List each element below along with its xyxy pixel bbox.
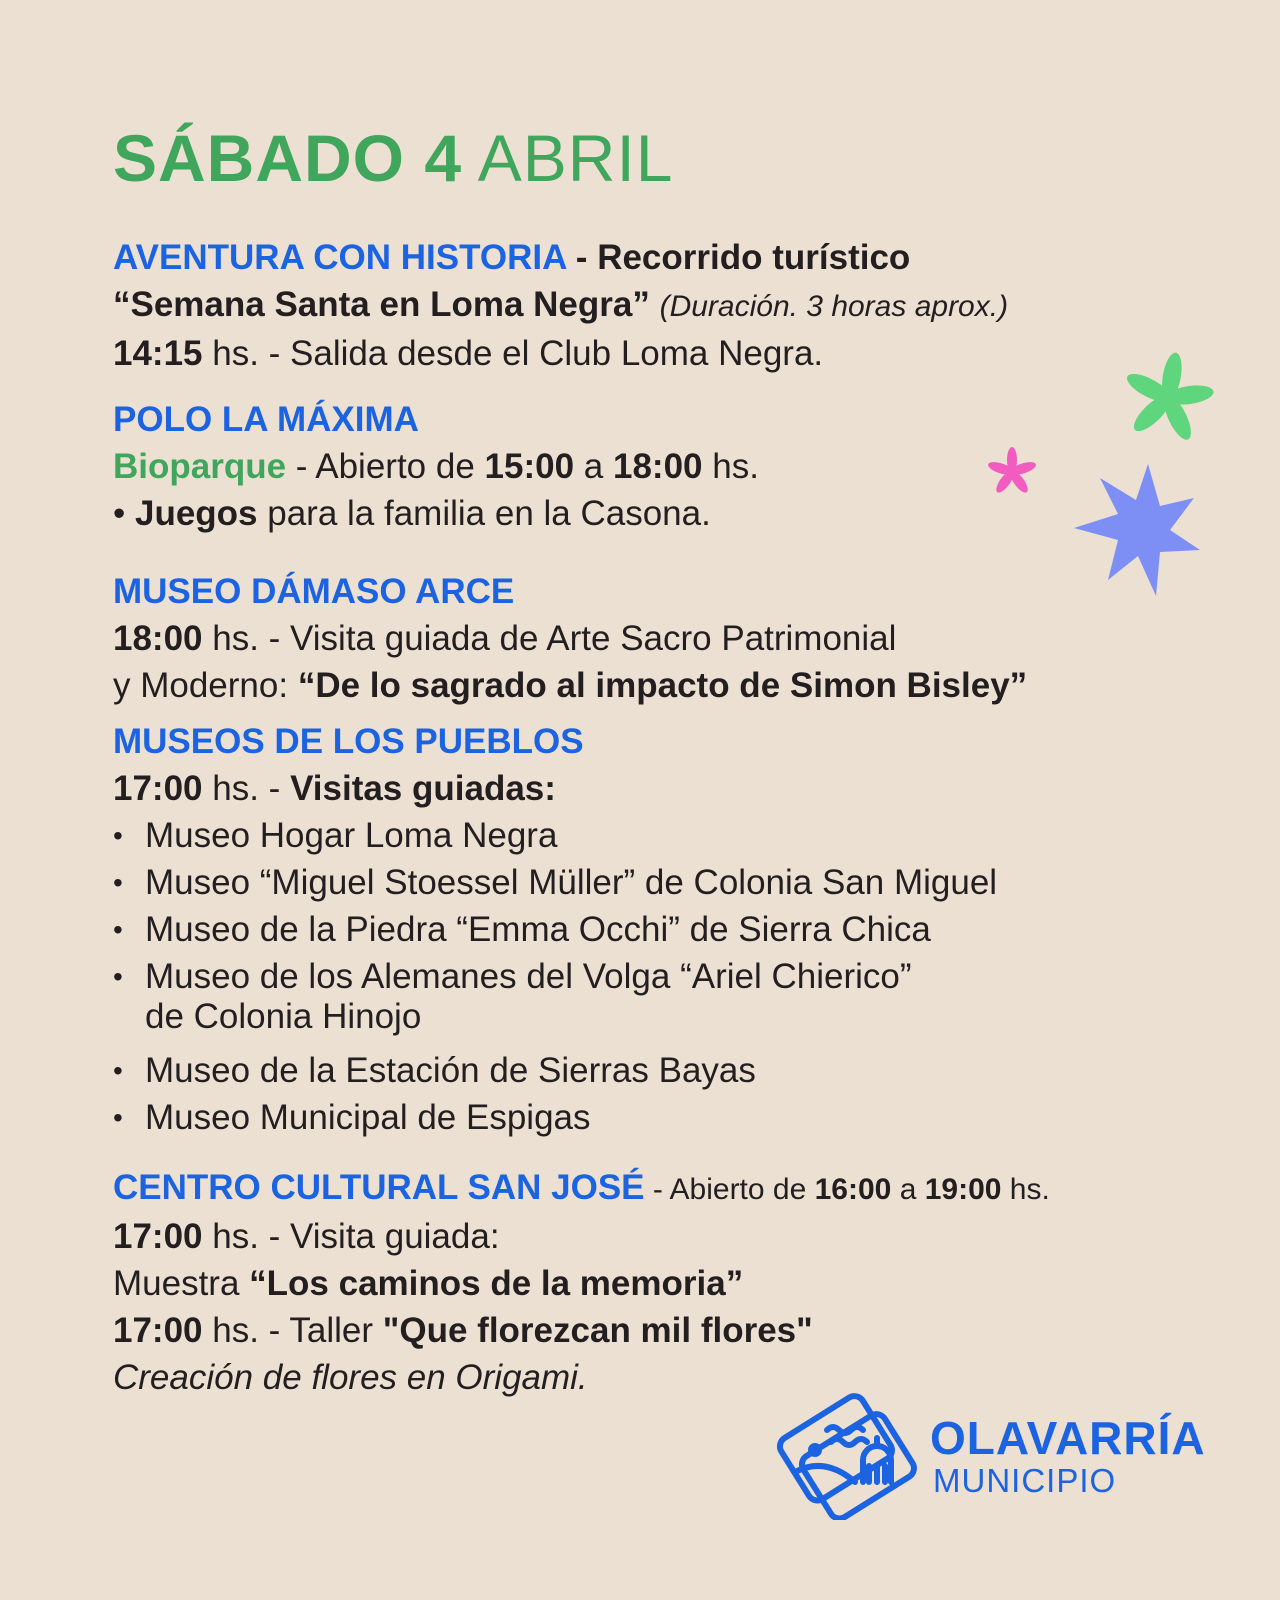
logo-subtitle: MUNICIPIO [933, 1462, 1117, 1499]
centro-to: 19:00 [924, 1173, 1002, 1206]
section-aventura [113, 234, 1213, 377]
section-polo [113, 396, 1213, 537]
bullet: • [113, 1102, 123, 1133]
centro-hs: hs. [1001, 1173, 1050, 1206]
bullet: • [113, 820, 123, 851]
aventura-duration: (Duración. 3 horas aprox.) [659, 290, 1009, 323]
polo-juegos: Juegos [134, 494, 258, 533]
polo-to: 18:00 [612, 447, 703, 486]
centro-open-prefix: - Abierto de [644, 1173, 815, 1206]
polo-hs: hs. [702, 447, 759, 486]
list-item [113, 812, 1213, 859]
section-centro [113, 1164, 1213, 1401]
pueblos-hs: hs. - [202, 769, 291, 808]
list-item-text-cont: de Colonia Hinojo [145, 997, 422, 1036]
list-item [113, 1094, 1213, 1141]
list-item-text: Museo de los Alemanes del Volga “Ariel Chierico” [145, 957, 912, 996]
centro-taller-desc: Creación de flores en Origami. [113, 1358, 588, 1397]
centro-taller-title: "Que florezcan mil flores" [382, 1311, 813, 1350]
title-day: SÁBADO 4 [113, 121, 463, 195]
polo-a: a [574, 447, 613, 486]
polo-from: 15:00 [484, 447, 575, 486]
polo-bioparque: Bioparque [113, 447, 287, 486]
polo-heading: POLO LA MÁXIMA [113, 400, 419, 439]
aventura-name: “Semana Santa en Loma Negra” [113, 285, 650, 324]
page-title [113, 118, 674, 198]
arce-line2-title: “De lo sagrado al impacto de Simon Bisley” [297, 666, 1028, 705]
aventura-heading: AVENTURA CON HISTORIA [113, 238, 567, 277]
list-item [113, 1047, 1213, 1094]
list-item [113, 859, 1213, 906]
arce-heading: MUSEO DÁMASO ARCE [113, 572, 515, 611]
polo-open-prefix: - Abierto de [286, 447, 485, 486]
centro-muestra-prefix: Muestra [113, 1264, 250, 1303]
bullet: • [113, 1055, 123, 1086]
title-month: ABRIL [477, 121, 674, 195]
centro-visit-rest: hs. - Visita guiada: [202, 1217, 500, 1256]
section-museo-arce [113, 568, 1213, 709]
aventura-detail: hs. - Salida desde el Club Loma Negra. [202, 334, 824, 373]
centro-a: a [891, 1173, 925, 1206]
logo-name: OLAVARRÍA [930, 1412, 1206, 1464]
arce-time: 18:00 [113, 619, 203, 658]
bullet: • [113, 961, 123, 992]
pueblos-label: Visitas guiadas: [290, 769, 556, 808]
polo-juegos-rest: para la familia en la Casona. [257, 494, 711, 533]
centro-taller-rest: hs. - Taller [202, 1311, 383, 1350]
centro-muestra-title: “Los caminos de la memoria” [249, 1264, 744, 1303]
aventura-tour: Recorrido turístico [597, 238, 911, 277]
arce-line2-prefix: y Moderno: [113, 666, 298, 705]
centro-from: 16:00 [814, 1173, 892, 1206]
polo-bullet: • [113, 494, 135, 533]
pueblos-heading: MUSEOS DE LOS PUEBLOS [113, 722, 584, 761]
section-museos-pueblos [113, 718, 1213, 1141]
centro-taller-time: 17:00 [113, 1311, 203, 1350]
list-item [113, 953, 1213, 1037]
list-item-text: Museo “Miguel Stoessel Müller” de Colonia San Miguel [145, 863, 998, 902]
pueblos-time: 17:00 [113, 769, 203, 808]
pueblos-list [113, 812, 1213, 1141]
aventura-sep: - [566, 238, 598, 277]
centro-heading: CENTRO CULTURAL SAN JOSÉ [113, 1168, 645, 1207]
list-item-text: Museo de la Piedra “Emma Occhi” de Sierra Chica [145, 910, 931, 949]
list-item-text: Museo de la Estación de Sierras Bayas [145, 1051, 756, 1090]
bullet: • [113, 867, 123, 898]
list-item [113, 906, 1213, 953]
centro-visit-time: 17:00 [113, 1217, 203, 1256]
list-item-text: Museo Municipal de Espigas [145, 1098, 591, 1137]
arce-line1: hs. - Visita guiada de Arte Sacro Patrimonial [202, 619, 897, 658]
aventura-time: 14:15 [113, 334, 203, 373]
bullet: • [113, 914, 123, 945]
list-item-text: Museo Hogar Loma Negra [145, 816, 558, 855]
